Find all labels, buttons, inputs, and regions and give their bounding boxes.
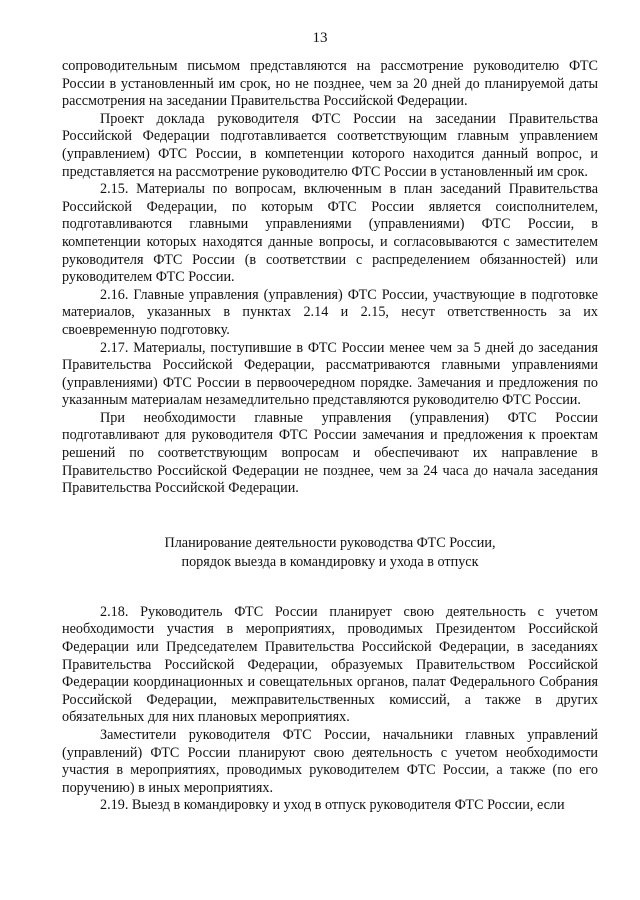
- paragraph-2-19: 2.19. Выезд в командировку и уход в отпуск руководителя ФТС России, если: [100, 797, 565, 814]
- paragraph-if-necessary: При необходимости главные управления (управления) ФТС России подготавливают для руководителя ФТС России замечания и предложения к проектам решений по соответствующим вопросам и обеспечивают их направление в Правительство Российской Федерации не позднее, чем за 24 часа до начала заседания Правительства Российской Федерации.: [62, 409, 598, 497]
- paragraph-deputies: Заместители руководителя ФТС России, начальники главных управлений (управлений) ФТС России планируют свою деятельность с учетом необходимости участия в мероприятиях, проводимых руководителем ФТС России, а также (по его поручению) в иных мероприятиях.: [62, 727, 598, 796]
- paragraph-2-15: 2.15. Материалы по вопросам, включенным в план заседаний Правительства Российской Федерации, по которым ФТС России является соисполнителем, подготавливаются главными управлениями (управлениями) ФТС России, в компетенции которых находятся данные вопросы, и согласовываются с заместителем руководителя ФТС России (в соответствии с распределением обязанностей) или руководителем ФТС России.: [62, 181, 598, 286]
- section-heading-line-1: Планирование деятельности руководства ФТС России,: [164, 534, 496, 551]
- paragraph-continuation: сопроводительным письмом представляются на рассмотрение руководителю ФТС России в установленный им срок, но не позднее, чем за 20 дней до планируемой даты рассмотрения на заседании Правительства Российской Федерации.: [62, 58, 598, 110]
- paragraph-2-18: 2.18. Руководитель ФТС России планирует свою деятельность с учетом необходимости участия в мероприятиях, проводимых Президентом Российской Федерации или Председателем Правительства Российской Федерации, в заседаниях Правительства Российской Федерации, образуемых Правительством Российской Федерации координационных и совещательных органов, палат Федерального Собрания Российской Федерации, межправительственных комиссий, а также в других обязательных для них плановых мероприятиях.: [62, 603, 598, 726]
- section-heading-line-2: порядок выезда в командировку и ухода в отпуск: [181, 553, 479, 570]
- page-number: 13: [312, 30, 328, 46]
- paragraph-2-17: 2.17. Материалы, поступившие в ФТС России менее чем за 5 дней до заседания Правительства Российской Федерации, рассматриваются главными управлениями (управлениями) ФТС России в первоочередном порядке. Замечания и предложения по указанным материалам незамедлительно представляются руководителю ФТС России.: [62, 339, 598, 409]
- document-body: [62, 58, 598, 815]
- section-heading: [62, 534, 598, 572]
- paragraph-report-draft: Проект доклада руководителя ФТС России на заседании Правительства Российской Федерации подготавливается соответствующим главным управлением (управлением) ФТС России, в компетенции которого находится данный вопрос, и представляется на рассмотрение руководителю ФТС России в установленный им срок.: [62, 110, 598, 180]
- paragraph-2-16: 2.16. Главные управления (управления) ФТС России, участвующие в подготовке материалов, указанных в пунктах 2.14 и 2.15, несут ответственность за их своевременную подготовку.: [62, 286, 598, 338]
